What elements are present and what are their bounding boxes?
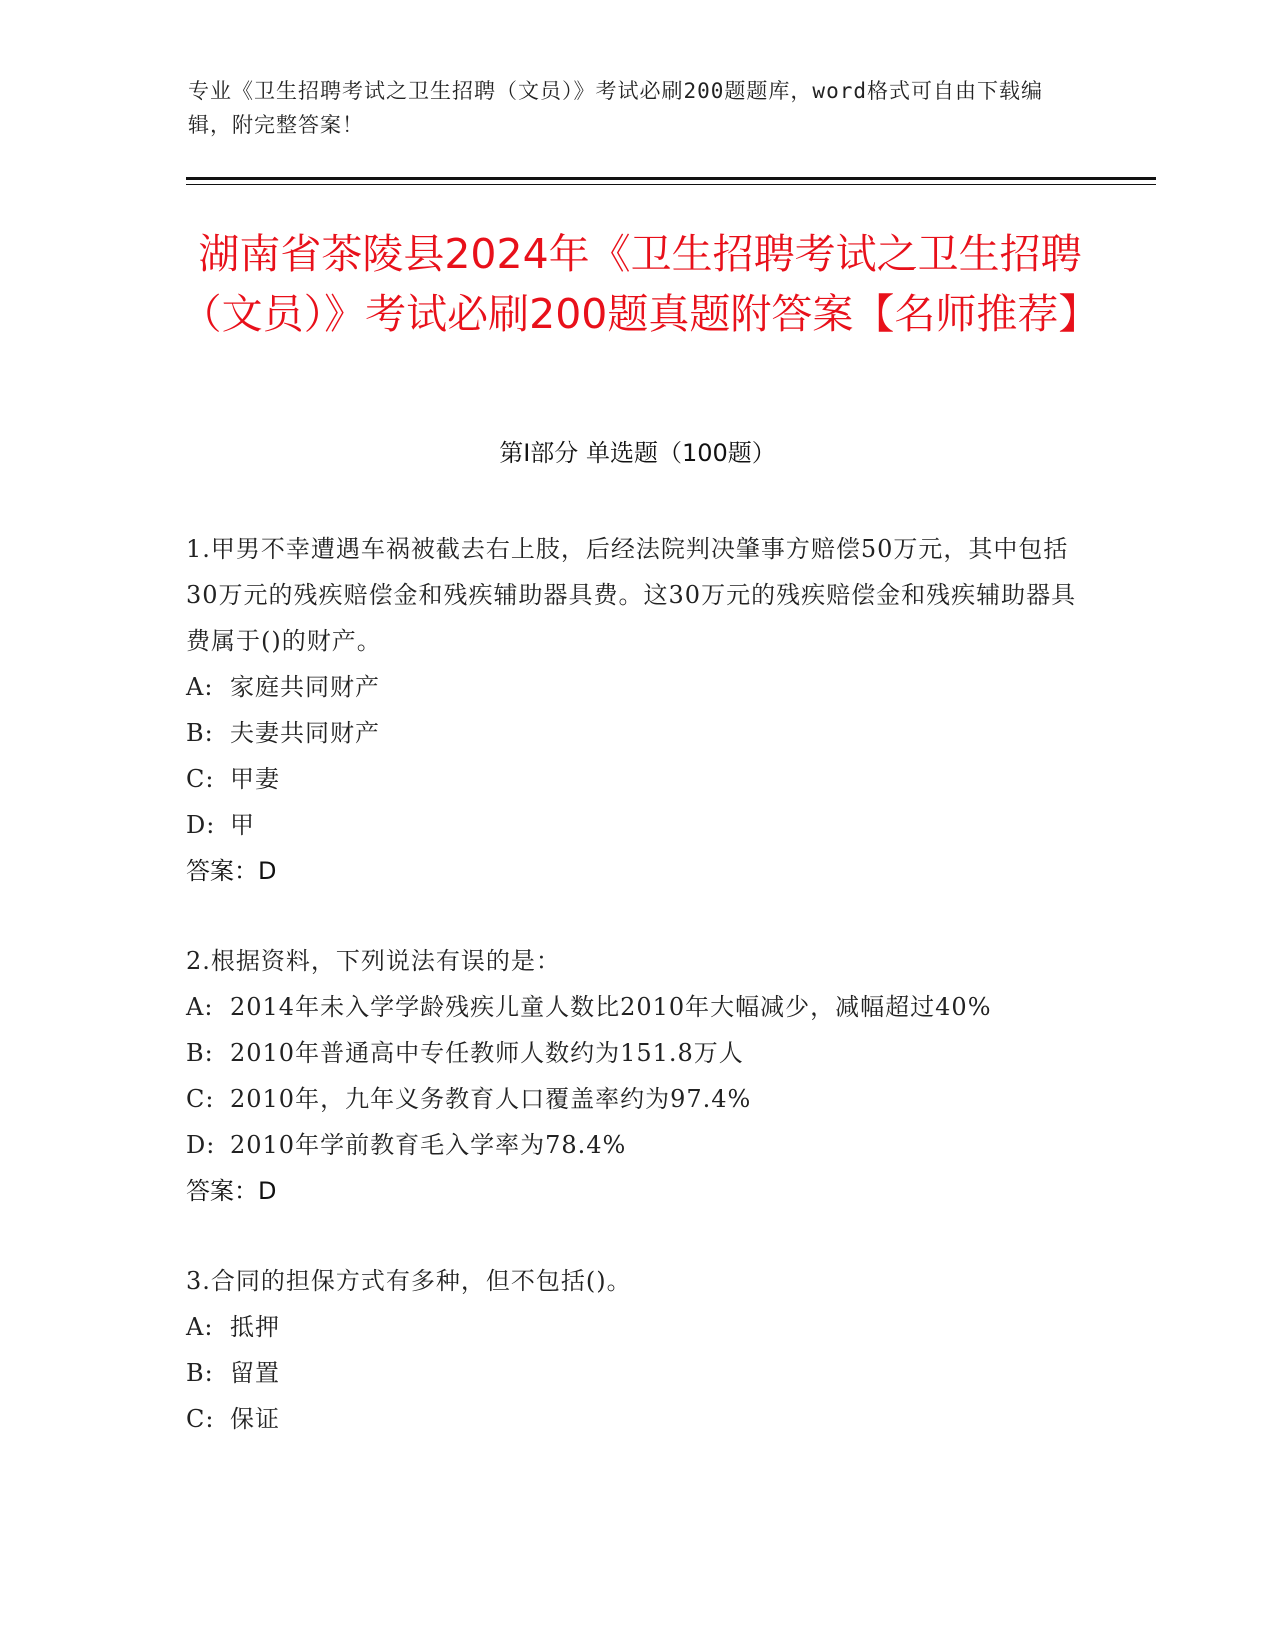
document-title: 湖南省茶陵县2024年《卫生招聘考试之卫生招聘（文员）》考试必刷200题真题附答案【名师推荐】	[180, 230, 1100, 338]
option-text: 夫妻共同财产	[230, 719, 380, 747]
option-key: A:	[186, 1313, 214, 1341]
header-rule-thin	[186, 184, 1156, 185]
question-2	[186, 938, 1086, 1214]
option-key: D:	[186, 811, 216, 839]
answer-value: D	[258, 1177, 277, 1205]
option-text: 抵押	[230, 1313, 280, 1341]
answer-label: 答案：	[186, 1177, 258, 1205]
answer-value: D	[258, 857, 277, 885]
option-c	[186, 1076, 1086, 1122]
option-text: 甲	[230, 811, 255, 839]
option-key: A:	[186, 673, 214, 701]
option-text: 家庭共同财产	[230, 673, 380, 701]
question-list	[186, 526, 1086, 1486]
option-text: 2010年学前教育毛入学率为78.4%	[230, 1131, 627, 1159]
option-text: 甲妻	[230, 765, 280, 793]
option-key: C:	[186, 765, 215, 793]
option-key: B:	[186, 719, 214, 747]
option-c	[186, 1396, 1086, 1442]
question-stem: 1.甲男不幸遭遇车祸被截去右上肢，后经法院判决肇事方赔偿50万元，其中包括30万元的残疾赔偿金和残疾辅助器具费。这30万元的残疾赔偿金和残疾辅助器具费属于()的财产。	[186, 535, 1077, 655]
option-d	[186, 802, 1086, 848]
option-text: 保证	[230, 1405, 280, 1433]
header-rule-thick	[186, 177, 1156, 180]
option-b	[186, 1350, 1086, 1396]
option-text: 留置	[230, 1359, 280, 1387]
header-note: 专业《卫生招聘考试之卫生招聘（文员）》考试必刷200题题库，word格式可自由下载编辑，附完整答案！	[188, 79, 1043, 137]
question-stem: 2.根据资料，下列说法有误的是：	[186, 947, 561, 975]
option-key: B:	[186, 1359, 214, 1387]
option-text: 2010年，九年义务教育人口覆盖率约为97.4%	[230, 1085, 752, 1113]
answer-label: 答案：	[186, 857, 258, 885]
option-key: A:	[186, 993, 214, 1021]
question-1	[186, 526, 1086, 894]
option-a	[186, 984, 1086, 1030]
option-b	[186, 710, 1086, 756]
option-key: D:	[186, 1131, 216, 1159]
question-3	[186, 1258, 1086, 1442]
option-c	[186, 756, 1086, 802]
answer-line	[186, 848, 1086, 894]
option-key: C:	[186, 1405, 215, 1433]
option-b	[186, 1030, 1086, 1076]
option-key: B:	[186, 1039, 214, 1067]
section-title: 第Ⅰ部分 单选题（100题）	[499, 439, 776, 467]
answer-line	[186, 1168, 1086, 1214]
option-text: 2014年未入学学龄残疾儿童人数比2010年大幅减少，减幅超过40%	[230, 993, 992, 1021]
option-d	[186, 1122, 1086, 1168]
option-text: 2010年普通高中专任教师人数约为151.8万人	[230, 1039, 744, 1067]
option-a	[186, 664, 1086, 710]
option-a	[186, 1304, 1086, 1350]
question-stem: 3.合同的担保方式有多种，但不包括()。	[186, 1267, 632, 1295]
option-key: C:	[186, 1085, 215, 1113]
